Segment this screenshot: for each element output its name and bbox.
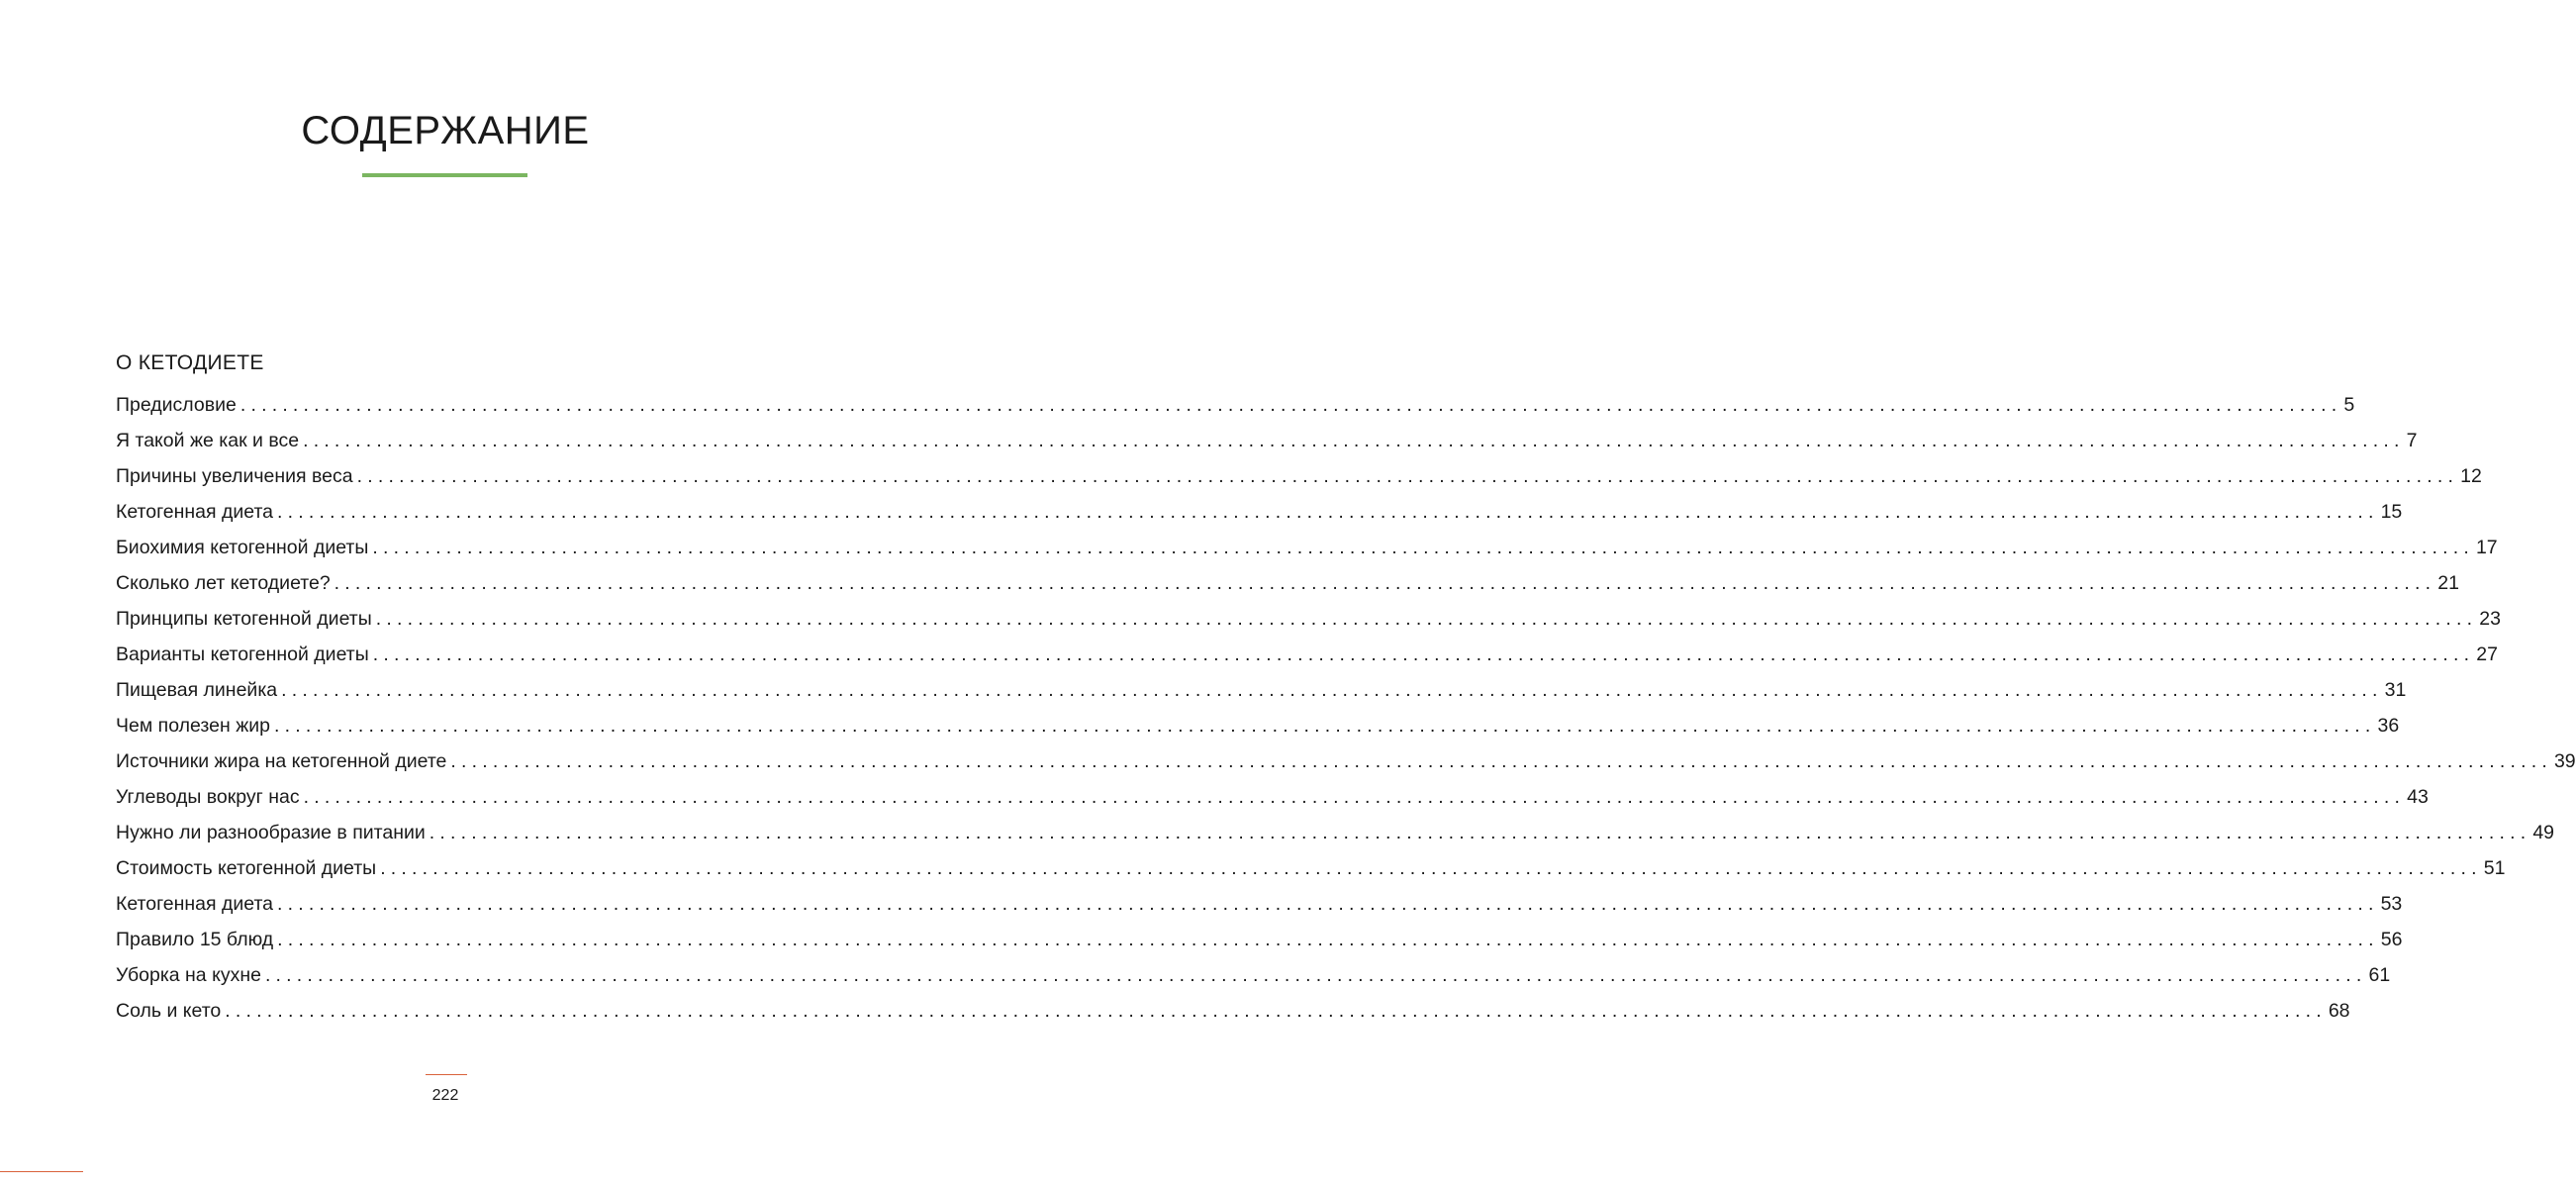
toc-entry-page: 39 (2553, 750, 2576, 772)
toc-entry[interactable] (116, 461, 2482, 497)
toc-entry-page: 7 (2406, 430, 2418, 451)
toc-entry[interactable] (116, 996, 2350, 1032)
toc-entry[interactable] (116, 390, 2355, 426)
toc-entry[interactable] (116, 568, 2459, 604)
toc-leader-dots: ........................................................................................................................................................................................................ (380, 857, 2482, 879)
toc-entry[interactable] (116, 818, 2555, 853)
toc-entry[interactable] (116, 426, 2418, 461)
toc-entry-page: 23 (2479, 608, 2501, 630)
page-number: 222 (431, 1087, 459, 1104)
toc-entry[interactable] (116, 925, 2403, 960)
toc-leader-dots: ........................................................................................................................................................................................................ (281, 679, 2383, 701)
toc-entry[interactable] (116, 889, 2403, 925)
toc-entry-page: 31 (2384, 679, 2407, 701)
toc-entry[interactable] (116, 604, 2501, 640)
toc-entry-title: Стоимость кетогенной диеты (116, 857, 377, 879)
toc-leader-dots: ........................................................................................................................................................................................................ (356, 465, 2459, 487)
toc-entry-title: Сколько лет кетодиете? (116, 572, 331, 594)
toc-entry-title: Пищевая линейка (116, 679, 278, 701)
toc-entry-title: Принципы кетогенной диеты (116, 608, 372, 630)
toc-entry-title: Варианты кетогенной диеты (116, 644, 369, 665)
title-underline (362, 173, 527, 177)
toc-entry-title: Кетогенная диета (116, 501, 274, 523)
toc-entry-page: 5 (2343, 394, 2355, 416)
toc-leader-dots: ........................................................................................................................................................................................................ (372, 644, 2475, 665)
footer-rule (426, 1074, 467, 1075)
toc-entry-page: 17 (2475, 537, 2498, 558)
toc-entry-page: 56 (2380, 929, 2403, 950)
toc-entry-title: Кетогенная диета (116, 893, 274, 915)
toc-entry-page: 12 (2460, 465, 2482, 487)
toc-leader-dots: ........................................................................................................................................................................................................ (375, 608, 2478, 630)
toc-leader-dots: ........................................................................................................................................................................................................ (277, 501, 2379, 523)
toc-entry-title: Биохимия кетогенной диеты (116, 537, 369, 558)
corner-rule (0, 1171, 83, 1172)
toc-list (116, 390, 2576, 1032)
toc-entry-title: Нужно ли разнообразие в питании (116, 822, 426, 843)
toc-entry-title: Соль и кето (116, 1000, 222, 1022)
toc-entry[interactable] (116, 675, 2407, 711)
toc-entry-page: 53 (2380, 893, 2403, 915)
toc-entry[interactable] (116, 782, 2429, 818)
toc-entry-page: 51 (2483, 857, 2506, 879)
toc-entry-page: 43 (2407, 786, 2429, 808)
toc-leader-dots: ........................................................................................................................................................................................................ (334, 572, 2436, 594)
toc-entry-title: Уборка на кухне (116, 964, 261, 986)
toc-entry-page: 15 (2380, 501, 2403, 523)
toc-entry[interactable] (116, 640, 2498, 675)
toc-entry-page: 21 (2437, 572, 2459, 594)
toc-leader-dots: ........................................................................................................................................................................................................ (264, 964, 2367, 986)
toc-leader-dots: ........................................................................................................................................................................................................ (277, 893, 2379, 915)
toc-entry-page: 36 (2377, 715, 2400, 737)
toc-entry[interactable] (116, 533, 2498, 568)
toc-entry-page: 68 (2328, 1000, 2350, 1022)
toc-leader-dots: ........................................................................................................................................................................................................ (429, 822, 2531, 843)
toc-leader-dots: ........................................................................................................................................................................................................ (303, 786, 2406, 808)
toc-entry-title: Причины увеличения веса (116, 465, 353, 487)
toc-entry-title: Я такой же как и все (116, 430, 300, 451)
toc-entry-title: Предисловие (116, 394, 237, 416)
toc-entry-title: Источники жира на кетогенной диете (116, 750, 447, 772)
toc-entry-page: 49 (2532, 822, 2555, 843)
page-title: СОДЕРЖАНИЕ (301, 109, 590, 152)
toc-leader-dots: ........................................................................................................................................................................................................ (277, 929, 2379, 950)
toc-entry-page: 61 (2368, 964, 2391, 986)
section-heading: О КЕТОДИЕТЕ (116, 351, 264, 374)
toc-leader-dots: ........................................................................................................................................................................................................ (273, 715, 2376, 737)
toc-leader-dots: ........................................................................................................................................................................................................ (303, 430, 2405, 451)
toc-entry[interactable] (116, 497, 2403, 533)
toc-leader-dots: ........................................................................................................................................................................................................ (372, 537, 2474, 558)
toc-entry-title: Правило 15 блюд (116, 929, 274, 950)
toc-entry[interactable] (116, 711, 2400, 746)
toc-entry[interactable] (116, 960, 2391, 996)
toc-entry-title: Углеводы вокруг нас (116, 786, 300, 808)
toc-leader-dots: ........................................................................................................................................................................................................ (239, 394, 2342, 416)
toc-entry-page: 27 (2476, 644, 2498, 665)
toc-entry[interactable] (116, 853, 2506, 889)
toc-entry[interactable] (116, 746, 2576, 782)
toc-entry-title: Чем полезен жир (116, 715, 270, 737)
toc-leader-dots: ........................................................................................................................................................................................................ (225, 1000, 2327, 1022)
toc-leader-dots: ........................................................................................................................................................................................................ (450, 750, 2552, 772)
